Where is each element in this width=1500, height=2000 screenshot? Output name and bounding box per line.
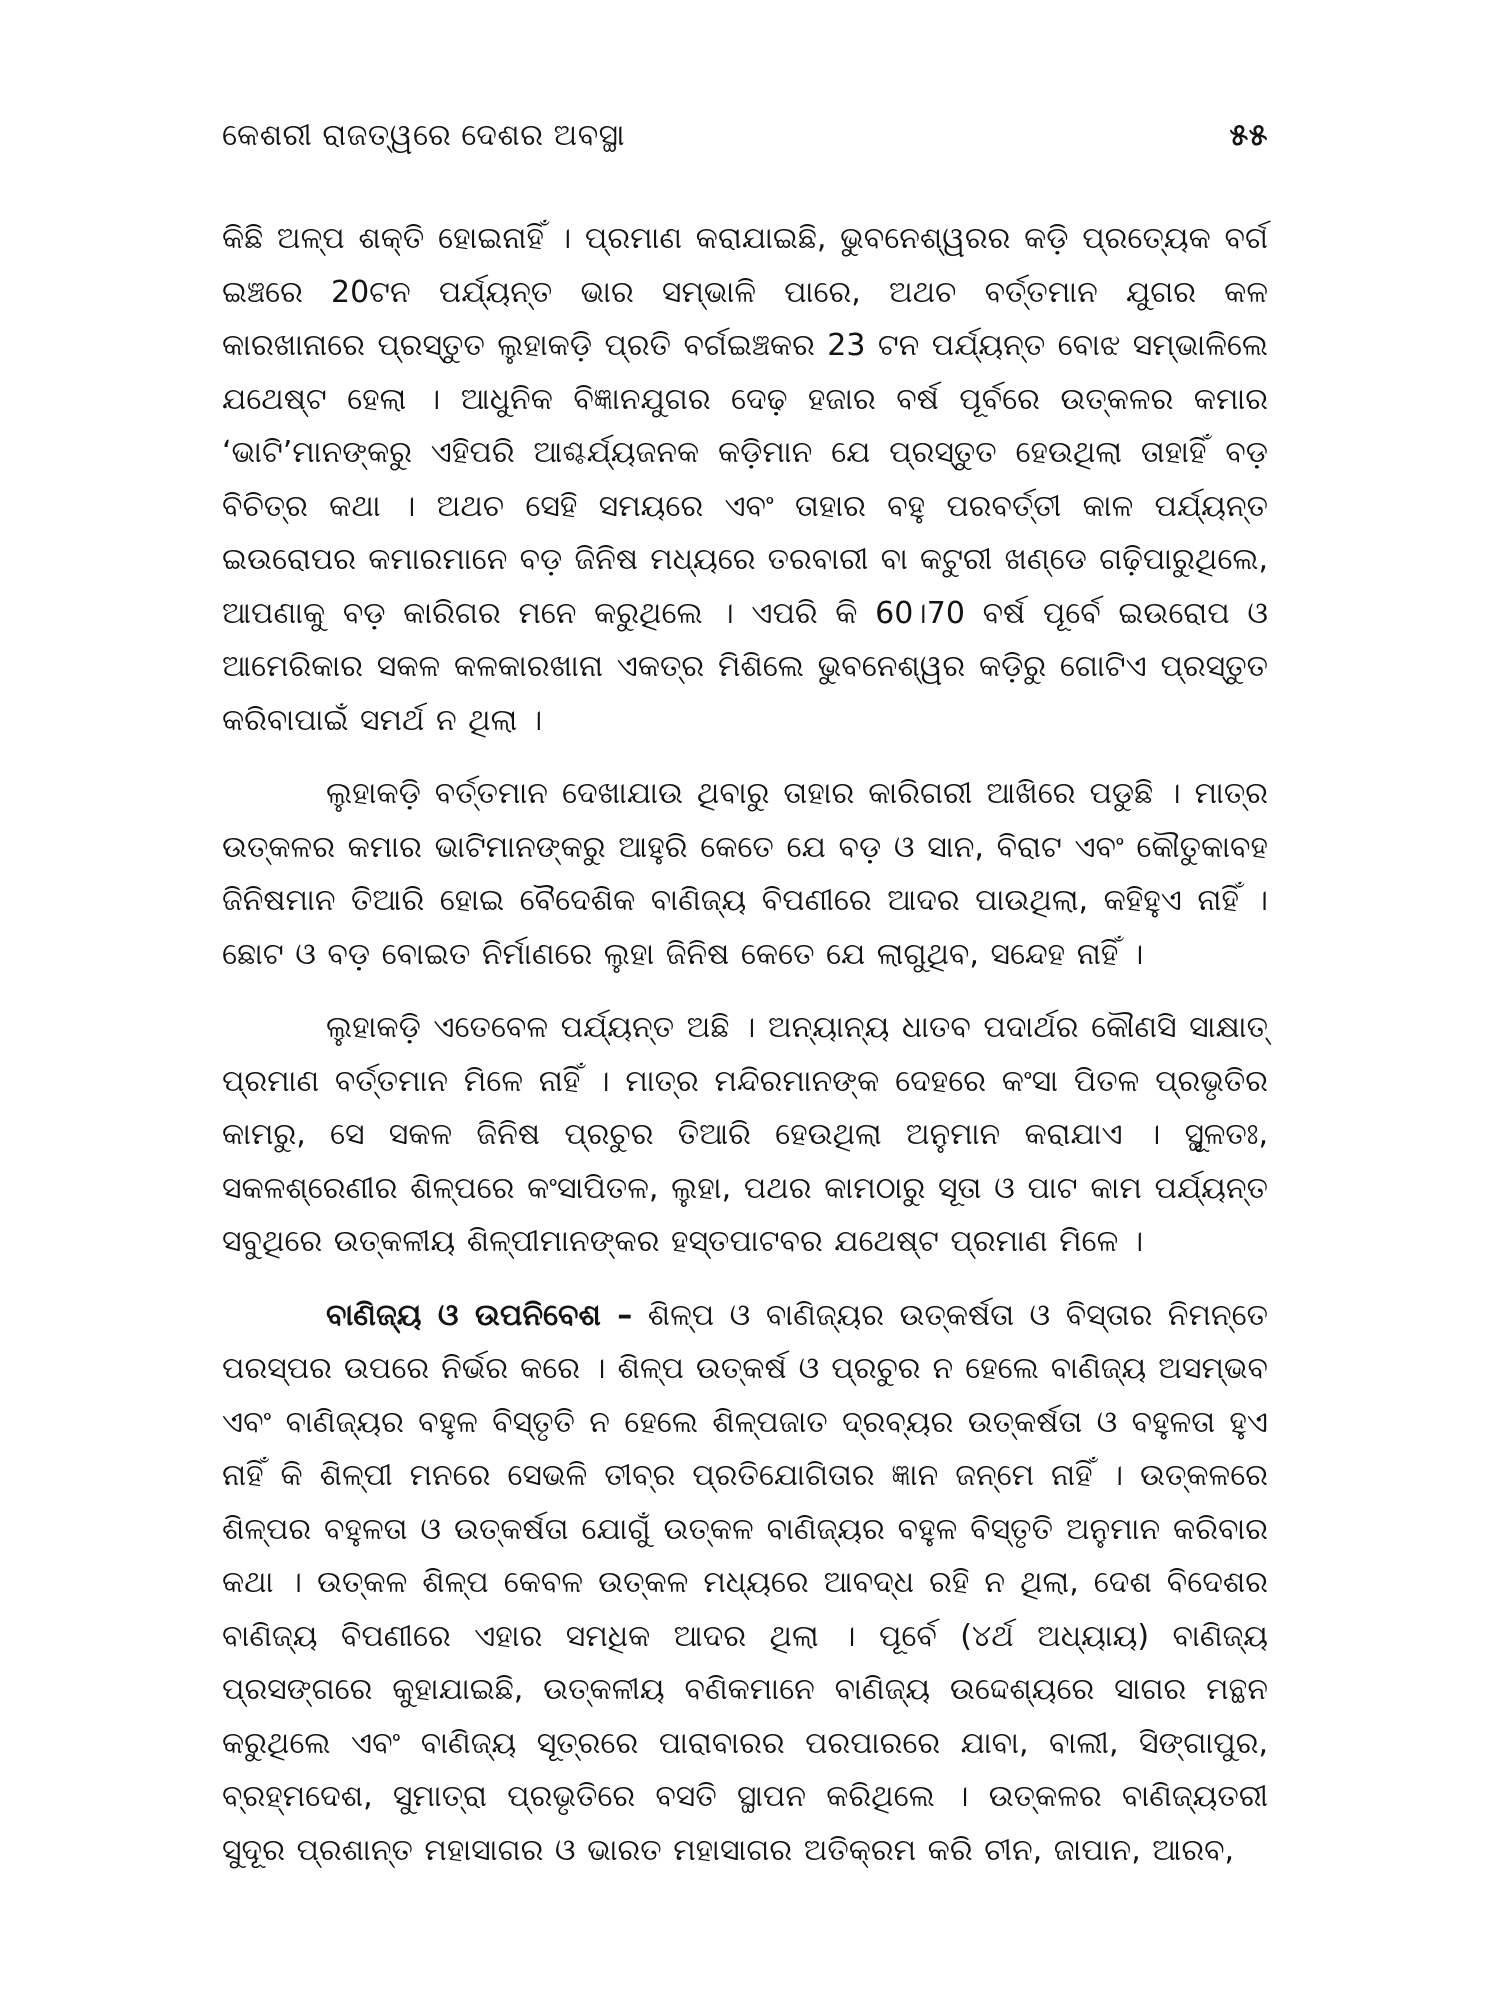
page-number: ୫୫ bbox=[1229, 118, 1268, 153]
paragraph-1: କିଛି ଅଳ୍ପ ଶକ୍ତି ହୋଇନାହିଁ । ପ୍ରମାଣ କରାଯାଇଛି, ଭୁବନେଶ୍ୱରର କଡ଼ି ପ୍ରତ୍ୟେକ ବର୍ଗ ଇଞ୍ଚରେ 20ଟନ ପର୍ଯ୍ୟନ୍ତ ଭାର ସମ୍ଭାଳି ପାରେ, ଅଥଚ ବର୍ତ୍ତମାନ ଯୁଗର କଳ କାରଖାନାରେ ପ୍ରସ୍ତୁତ ଲୁହାକଡ଼ି ପ୍ରତି ବର୍ଗଇଞ୍ଚକର 23 ଟନ ପର୍ଯ୍ୟନ୍ତ ବୋଝ ସମ୍ଭାଳିଲେ ଯଥେଷ୍ଟ ହେଲା । ଆଧୁନିକ ବିଜ୍ଞାନଯୁଗର ଦେଢ଼ ହଜାର ବର୍ଷ ପୂର୍ବରେ ଉତ୍କଳର କମାର ‘ଭାଟି’ମାନଙ୍କରୁ ଏହିପରି ଆଶ୍ଚର୍ଯ୍ୟଜନକ କଡ଼ିମାନ ଯେ ପ୍ରସ୍ତୁତ ହେଉଥିଲା ତାହାହିଁ ବଡ଼ ବିଚିତ୍ର କଥା । ଅଥଚ ସେହି ସମୟରେ ଏବଂ ତାହାର ବହୁ ପରବର୍ତ୍ତୀ କାଳ ପର୍ଯ୍ୟନ୍ତ ଇଉରୋପର କମାରମାନେ ବଡ଼ ଜିନିଷ ମଧ୍ୟରେ ତରବାରୀ ବା କଟୁରୀ ଖଣ୍ଡେ ଗଢ଼ିପାରୁଥିଲେ, ଆପଣାକୁ ବଡ଼ କାରିଗର ମନେ କରୁଥିଲେ । ଏପରି କି 60।70 ବର୍ଷ ପୂର୍ବେ ଇଉରୋପ ଓ ଆମେରିକାର ସକଳ କଳକାରଖାନା ଏକତ୍ର ମିଶିଲେ ଭୁବନେଶ୍ୱର କଡ଼ିରୁ ଗୋଟିଏ ପ୍ରସ୍ତୁତ କରିବାପାଇଁ ସମର୍ଥ ନ ଥିଲା । bbox=[222, 221, 1268, 738]
paragraph-3: ଲୁହାକଡ଼ି ଏତେବେଳ ପର୍ଯ୍ୟନ୍ତ ଅଛି । ଅନ୍ୟାନ୍ୟ ଧାତବ ପଦାର୍ଥର କୌଣସି ସାକ୍ଷାତ୍ ପ୍ରମାଣ ବର୍ତ୍ତମାନ ମିଳେ ନାହିଁ । ମାତ୍ର ମନ୍ଦିରମାନଙ୍କ ଦେହରେ କଂସା ପିତଳ ପ୍ରଭୃତିର କାମରୁ, ସେ ସକଳ ଜିନିଷ ପ୍ରଚୁର ତିଆରି ହେଉଥିଲା ଅନୁମାନ କରାଯାଏ । ସ୍ଥୂଳତଃ, ସକଳଶ୍ରେଣୀର ଶିଳ୍ପରେ କଂସାପିତଳ, ଲୁହା, ପଥର କାମଠାରୁ ସୂତା ଓ ପାଟ କାମ ପର୍ଯ୍ୟନ୍ତ ସବୁଥିରେ ଉତ୍କଳୀୟ ଶିଳ୍ପୀମାନଙ୍କର ହସ୍ତପାଟବର ଯଥେଷ୍ଟ ପ୍ରମାଣ ମିଳେ । bbox=[222, 1010, 1268, 1259]
section-heading-trade-colonies: ବାଣିଜ୍ୟ ଓ ଉପନିବେଶ – bbox=[326, 1297, 633, 1333]
paragraph-2: ଲୁହାକଡ଼ି ବର୍ତ୍ତମାନ ଦେଖାଯାଉ ଥିବାରୁ ତାହାର କାରିଗରୀ ଆଖିରେ ପଡୁଛି । ମାତ୍ର ଉତ୍କଳର କମାର ଭାଟିମାନଙ୍କରୁ ଆହୁରି କେତେ ଯେ ବଡ଼ ଓ ସାନ, ବିରାଟ ଏବଂ କୌତୁକାବହ ଜିନିଷମାନ ତିଆରି ହୋଇ ବୈଦେଶିକ ବାଣିଜ୍ୟ ବିପଣୀରେ ଆଦର ପାଉଥିଲା, କହିହୁଏ ନାହିଁ । ଛୋଟ ଓ ବଡ଼ ବୋଇତ ନିର୍ମାଣରେ ଲୁହା ଜିନିଷ କେତେ ଯେ ଲାଗୁଥିବ, ସନ୍ଦେହ ନାହିଁ । bbox=[222, 776, 1268, 972]
running-header bbox=[222, 118, 1268, 174]
paragraph-4 bbox=[222, 1289, 1268, 1878]
paragraph-4-text: ଶିଳ୍ପ ଓ ବାଣିଜ୍ୟର ଉତ୍କର୍ଷତା ଓ ବିସ୍ତାର ନିମନ୍ତେ ପରସ୍ପର ଉପରେ ନିର୍ଭର କରେ । ଶିଳ୍ପ ଉତ୍କର୍ଷ ଓ ପ୍ରଚୁର ନ ହେଲେ ବାଣିଜ୍ୟ ଅସମ୍ଭବ ଏବଂ ବାଣିଜ୍ୟର ବହୁଳ ବିସ୍ତୃତି ନ ହେଲେ ଶିଳ୍ପଜାତ ଦ୍ରବ୍ୟର ଉତ୍କର୍ଷତା ଓ ବହୁଳତା ହୁଏ ନାହିଁ କି ଶିଳ୍ପୀ ମନରେ ସେଭଳି ତୀବ୍ର ପ୍ରତିଯୋଗିତାର ଜ୍ଞାନ ଜନ୍ମେ ନାହିଁ । ଉତ୍କଳରେ ଶିଳ୍ପର ବହୁଳତା ଓ ଉତ୍କର୍ଷତା ଯୋଗୁଁ ଉତ୍କଳ ବାଣିଜ୍ୟର ବହୁଳ ବିସ୍ତୃତି ଅନୁମାନ କରିବାର କଥା । ଉତ୍କଳ ଶିଳ୍ପ କେବଳ ଉତ୍କଳ ମଧ୍ୟରେ ଆବଦ୍ଧ ରହି ନ ଥିଲା, ଦେଶ ବିଦେଶର ବାଣିଜ୍ୟ ବିପଣୀରେ ଏହାର ସମଧିକ ଆଦର ଥିଲା । ପୂର୍ବେ (୪ର୍ଥ ଅଧ୍ୟାୟ) ବାଣିଜ୍ୟ ପ୍ରସଙ୍ଗରେ କୁହାଯାଇଛି, ଉତ୍କଳୀୟ ବଣିକମାନେ ବାଣିଜ୍ୟ ଉଦ୍ଦେଶ୍ୟରେ ସାଗର ମନ୍ଥନ କରୁଥିଲେ ଏବଂ ବାଣିଜ୍ୟ ସୂତ୍ରରେ ପାରାବାରର ପରପାରରେ ଯାବା, ବାଲୀ, ସିଙ୍ଗାପୁର, ବ୍ରହ୍ମଦେଶ, ସୁମାତ୍ରା ପ୍ରଭୃତିରେ ବସତି ସ୍ଥାପନ କରିଥିଲେ । ଉତ୍କଳର ବାଣିଜ୍ୟତରୀ ସୁଦୂର ପ୍ରଶାନ୍ତ ମହାସାଗର ଓ ଭାରତ ମହାସାଗର ଅତିକ୍ରମ କରି ଚୀନ, ଜାପାନ, ଆରବ, bbox=[222, 1297, 1269, 1868]
chapter-title: କେଶରୀ ରାଜତ୍ୱରେ ଦେଶର ଅବସ୍ଥା bbox=[222, 118, 626, 153]
